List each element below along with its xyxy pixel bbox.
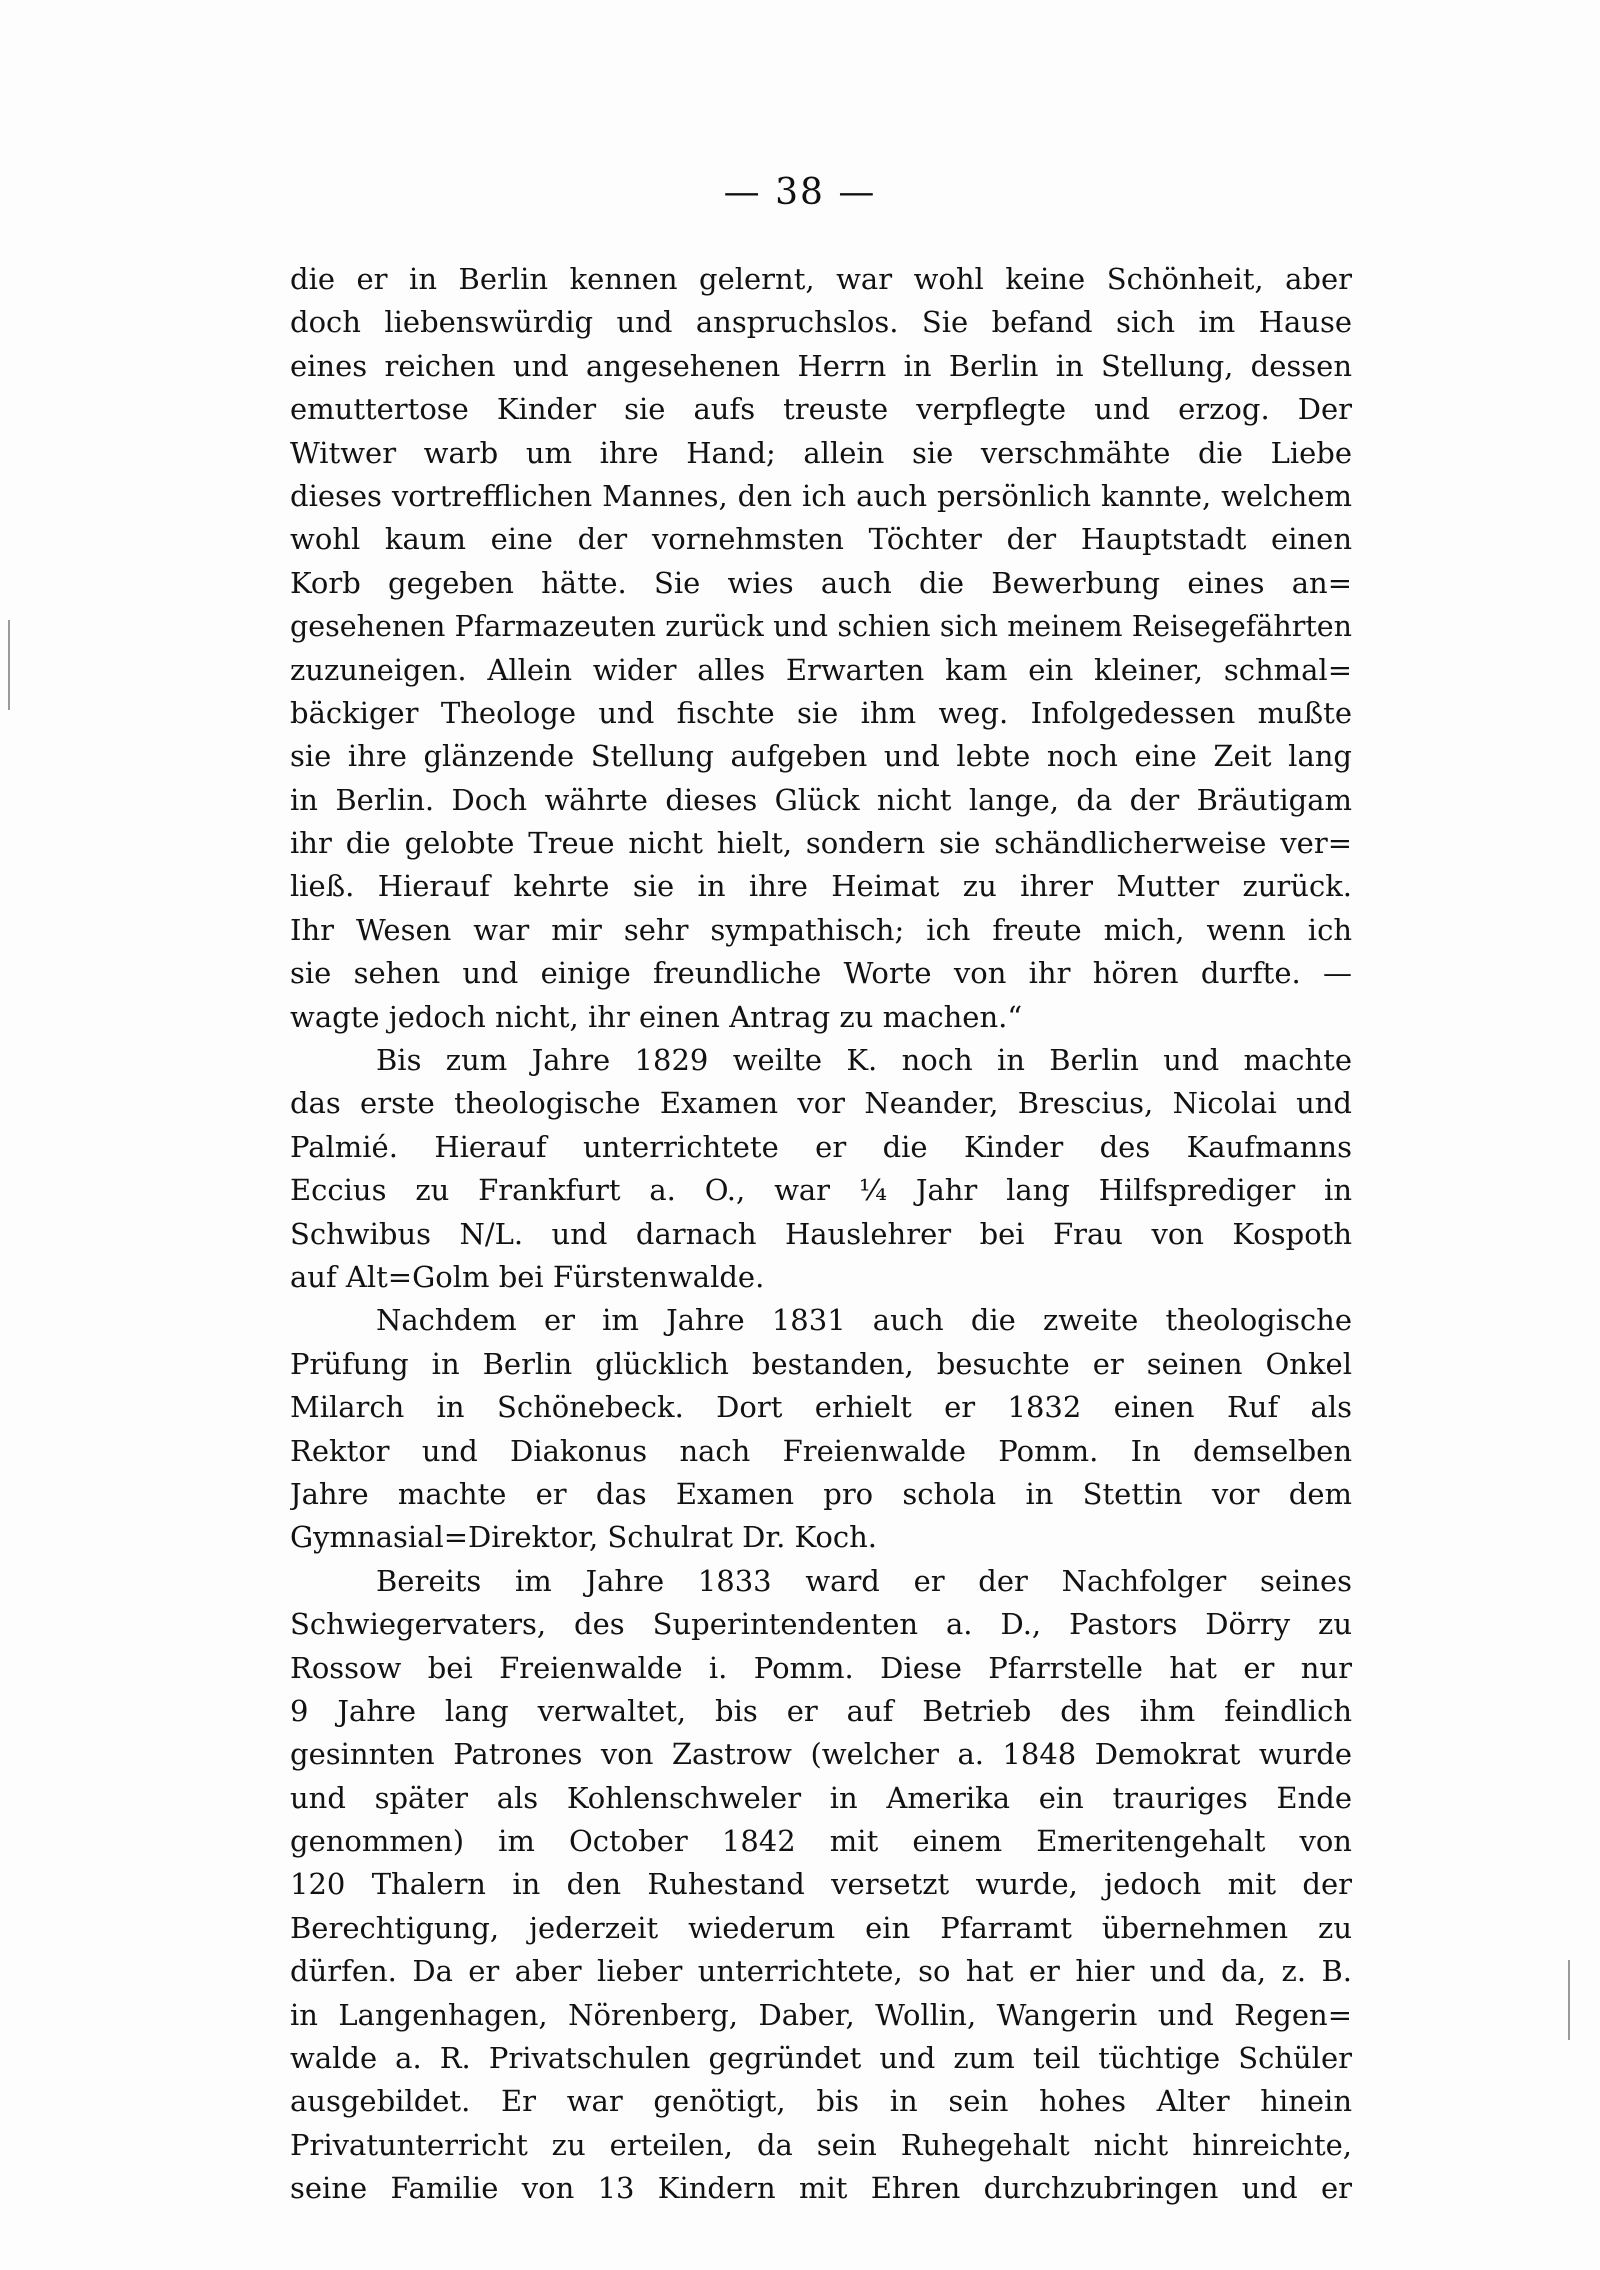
text-line: walde a. R. Privatschulen gegründet und zum teil tüchtige Schüler [290,2041,1352,2076]
text-line: wohl kaum eine der vornehmsten Töchter der Hauptstadt einen [290,522,1352,557]
text-line: genommen) im October 1842 mit einem Emeritengehalt von [290,1824,1352,1859]
text-line: emuttertose Kinder sie aufs treuste verpflegte und erzog. Der [290,392,1352,427]
text-line: die er in Berlin kennen gelernt, war wohl keine Schönheit, aber [290,262,1352,296]
text-line: eines reichen und angesehenen Herrn in Berlin in Stellung, dessen [290,348,1352,383]
paragraph-1 [290,258,1352,1039]
page-number: — 38 — [723,172,877,213]
text-line: Prüfung in Berlin glücklich bestanden, besuchte er seinen Onkel [290,1346,1352,1381]
text-line: Palmié. Hierauf unterrichtete er die Kinder des Kaufmanns [290,1129,1352,1164]
text-line: Ihr Wesen war mir sehr sympathisch; ich freute mich, wenn ich [290,912,1352,947]
text-line: sie ihre glänzende Stellung aufgeben und lebte noch eine Zeit lang [290,739,1352,774]
text-line: das erste theologische Examen vor Neander, Brescius, Nicolai und [290,1086,1352,1121]
text-line: Bereits im Jahre 1833 ward er der Nachfolger seines [376,1563,1352,1598]
text-line: Nachdem er im Jahre 1831 auch die zweite theologische [376,1303,1352,1338]
text-line: dürfen. Da er aber lieber unterrichtete, so hat er hier und da, z. B. [290,1954,1352,1989]
paragraph-3 [290,1299,1352,1559]
text-line: dieses vortrefflichen Mannes, den ich auch persönlich kannte, welchem [290,478,1352,513]
paragraph-4 [290,1560,1352,2211]
text-line: Privatunterricht zu erteilen, da sein Ruhegehalt nicht hinreichte, [290,2127,1352,2162]
text-line: Milarch in Schönebeck. Dort erhielt er 1832 einen Ruf als [290,1390,1352,1425]
text-line: ihr die gelobte Treue nicht hielt, sondern sie schändlicherweise ver= [290,826,1352,861]
right-edge-mark [1568,1960,1570,2040]
text-line: Korb gegeben hätte. Sie wies auch die Bewerbung eines an= [290,565,1352,600]
text-line: gesehenen Pfarmazeuten zurück und schien sich meinem Reisegefährten [290,610,1352,644]
text-line: Rossow bei Freienwalde i. Pomm. Diese Pfarrstelle hat er nur [290,1650,1352,1685]
left-edge-mark [8,620,10,710]
text-line: 9 Jahre lang verwaltet, bis er auf Betrieb des ihm feindlich [290,1693,1352,1728]
text-line: auf Alt=Golm bei Fürstenwalde. [290,1259,765,1294]
text-line: 120 Thalern in den Ruhestand versetzt wurde, jedoch mit der [290,1867,1352,1902]
text-line: und später als Kohlenschweler in Amerika ein trauriges Ende [290,1780,1352,1815]
text-line: Jahre machte er das Examen pro schola in Stettin vor dem [290,1476,1352,1511]
text-line: Schwibus N/L. und darnach Hauslehrer bei Frau von Kospoth [290,1216,1352,1251]
text-line: Rektor und Diakonus nach Freienwalde Pomm. In demselben [290,1433,1352,1468]
text-line: Witwer warb um ihre Hand; allein sie verschmähte die Liebe [290,435,1352,470]
text-line: doch liebenswürdig und anspruchslos. Sie befand sich im Hause [290,305,1352,340]
text-line: wagte jedoch nicht, ihr einen Antrag zu machen.“ [290,999,1023,1034]
paragraph-2 [290,1039,1352,1299]
text-line: Eccius zu Frankfurt a. O., war ¼ Jahr lang Hilfsprediger in [290,1173,1352,1208]
text-line: gesinnten Patrones von Zastrow (welcher a. 1848 Demokrat wurde [290,1737,1352,1772]
body-text [290,258,1352,2211]
text-line: zuzuneigen. Allein wider alles Erwarten kam ein kleiner, schmal= [290,652,1352,687]
text-line: ließ. Hierauf kehrte sie in ihre Heimat zu ihrer Mutter zurück. [290,869,1352,904]
text-line: bäckiger Theologe und fischte sie ihm weg. Infolgedessen mußte [290,695,1352,730]
text-line: Bis zum Jahre 1829 weilte K. noch in Berlin und machte [376,1043,1352,1078]
text-line: ausgebildet. Er war genötigt, bis in sein hohes Alter hinein [290,2084,1352,2119]
text-line: Berechtigung, jederzeit wiederum ein Pfarramt übernehmen zu [290,1910,1352,1945]
text-line: Gymnasial=Direktor, Schulrat Dr. Koch. [290,1520,877,1555]
text-line: Schwiegervaters, des Superintendenten a. D., Pastors Dörry zu [290,1607,1352,1642]
text-line: sie sehen und einige freundliche Worte von ihr hören durfte. — [290,956,1352,991]
text-line: in Berlin. Doch währte dieses Glück nicht lange, da der Bräutigam [290,782,1352,817]
text-line: seine Familie von 13 Kindern mit Ehren durchzubringen und er [290,2171,1352,2206]
text-line: in Langenhagen, Nörenberg, Daber, Wollin, Wangerin und Regen= [290,1997,1352,2032]
